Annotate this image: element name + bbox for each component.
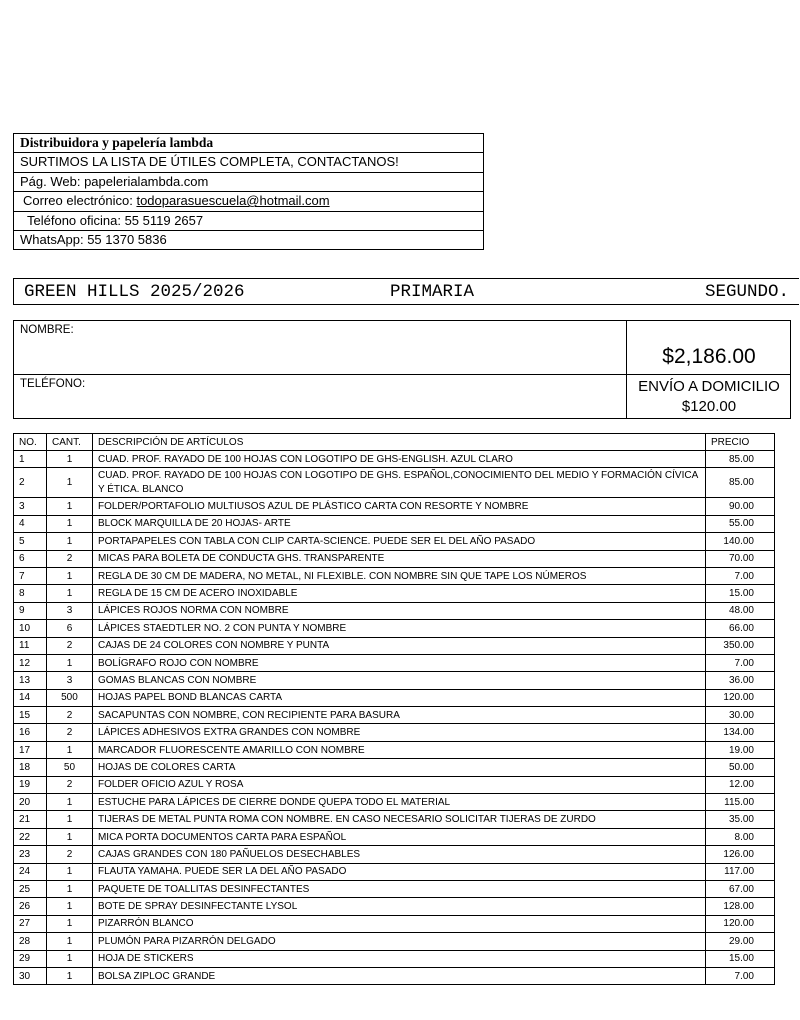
table-row	[14, 880, 775, 897]
cell-price: 85.00	[706, 468, 775, 498]
cell-no: 13	[14, 672, 47, 689]
cell-desc: LÁPICES ROJOS NORMA CON NOMBRE	[92, 602, 705, 619]
table-row	[14, 933, 775, 950]
cell-price: 67.00	[706, 880, 775, 897]
cell-qty: 1	[46, 585, 92, 602]
cell-no: 23	[14, 846, 47, 863]
cell-desc: LÁPICES STAEDTLER NO. 2 CON PUNTA Y NOMBRE	[92, 620, 705, 637]
cell-desc: HOJA DE STICKERS	[92, 950, 705, 967]
cell-no: 22	[14, 828, 47, 845]
cell-price: 140.00	[706, 533, 775, 550]
table-row	[14, 672, 775, 689]
cell-price: 115.00	[706, 794, 775, 811]
cell-qty: 1	[46, 567, 92, 584]
cell-desc: PLUMÓN PARA PIZARRÓN DELGADO	[92, 933, 705, 950]
company-email-row	[14, 192, 483, 211]
table-row	[14, 637, 775, 654]
cell-desc: REGLA DE 30 CM DE MADERA, NO METAL, NI FLEXIBLE. CON NOMBRE SIN QUE TAPE LOS NÚMEROS	[92, 567, 705, 584]
cell-no: 28	[14, 933, 47, 950]
cell-no: 7	[14, 567, 47, 584]
cell-qty: 6	[46, 620, 92, 637]
cell-desc: MICAS PARA BOLETA DE CONDUCTA GHS. TRANSPARENTE	[92, 550, 705, 567]
cell-desc: ESTUCHE PARA LÁPICES DE CIERRE DONDE QUEPA TODO EL MATERIAL	[92, 794, 705, 811]
cell-qty: 3	[46, 602, 92, 619]
cell-price: 35.00	[706, 811, 775, 828]
cell-qty: 1	[46, 654, 92, 671]
table-row	[14, 811, 775, 828]
cell-no: 27	[14, 915, 47, 932]
cell-desc: BOLÍGRAFO ROJO CON NOMBRE	[92, 654, 705, 671]
cell-price: 12.00	[706, 776, 775, 793]
items-body	[14, 451, 775, 985]
cell-desc: CUAD. PROF. RAYADO DE 100 HOJAS CON LOGOTIPO DE GHS. ESPAÑOL,CONOCIMIENTO DEL MEDIO Y FORMACIÓN CÍVICA Y ÉTICA. BLANCO	[92, 468, 705, 498]
phone-label: TELÉFONO:	[20, 378, 86, 390]
table-row	[14, 468, 775, 498]
cell-no: 18	[14, 759, 47, 776]
company-whatsapp: WhatsApp: 55 1370 5836	[20, 231, 167, 247]
cell-qty: 2	[46, 776, 92, 793]
cell-no: 3	[14, 498, 47, 515]
cell-price: 30.00	[706, 707, 775, 724]
cell-price: 36.00	[706, 672, 775, 689]
cell-qty: 1	[46, 828, 92, 845]
cell-price: 70.00	[706, 550, 775, 567]
cell-qty: 1	[46, 950, 92, 967]
cell-desc: HOJAS DE COLORES CARTA	[92, 759, 705, 776]
cell-price: 117.00	[706, 863, 775, 880]
cell-no: 9	[14, 602, 47, 619]
cell-price: 126.00	[706, 846, 775, 863]
cell-price: 128.00	[706, 898, 775, 915]
shipping-label: ENVÍO A DOMICILIO	[638, 378, 780, 395]
cell-price: 8.00	[706, 828, 775, 845]
cell-desc: FLAUTA YAMAHA. PUEDE SER LA DEL AÑO PASADO	[92, 863, 705, 880]
header-qty: CANT.	[46, 434, 92, 451]
cell-qty: 2	[46, 707, 92, 724]
cell-desc: BOTE DE SPRAY DESINFECTANTE LYSOL	[92, 898, 705, 915]
cell-no: 11	[14, 637, 47, 654]
company-name: Distribuidora y papelería lambda	[14, 134, 483, 153]
table-row	[14, 498, 775, 515]
table-row	[14, 915, 775, 932]
cell-price: 90.00	[706, 498, 775, 515]
cell-no: 8	[14, 585, 47, 602]
cell-no: 15	[14, 707, 47, 724]
cell-desc: CAJAS DE 24 COLORES CON NOMBRE Y PUNTA	[92, 637, 705, 654]
cell-no: 5	[14, 533, 47, 550]
school-header	[13, 278, 799, 305]
table-row	[14, 967, 775, 984]
table-row	[14, 828, 775, 845]
cell-no: 14	[14, 689, 47, 706]
cell-no: 6	[14, 550, 47, 567]
cell-no: 20	[14, 794, 47, 811]
cell-no: 4	[14, 515, 47, 532]
cell-desc: MICA PORTA DOCUMENTOS CARTA PARA ESPAÑOL	[92, 828, 705, 845]
cell-price: 55.00	[706, 515, 775, 532]
cell-qty: 1	[46, 915, 92, 932]
cell-qty: 50	[46, 759, 92, 776]
cell-price: 120.00	[706, 915, 775, 932]
cell-qty: 1	[46, 468, 92, 498]
school-grade: SEGUNDO.	[704, 282, 789, 302]
items-table	[13, 433, 775, 985]
cell-no: 1	[14, 451, 47, 468]
table-row	[14, 741, 775, 758]
cell-qty: 1	[46, 515, 92, 532]
table-row	[14, 567, 775, 584]
table-row	[14, 707, 775, 724]
email-label: Correo electrónico:	[23, 193, 137, 209]
cell-no: 26	[14, 898, 47, 915]
cell-no: 25	[14, 880, 47, 897]
cell-desc: TIJERAS DE METAL PUNTA ROMA CON NOMBRE. EN CASO NECESARIO SOLICITAR TIJERAS DE ZURDO	[92, 811, 705, 828]
table-row	[14, 451, 775, 468]
cell-price: 66.00	[706, 620, 775, 637]
cell-desc: CUAD. PROF. RAYADO DE 100 HOJAS CON LOGOTIPO DE GHS-ENGLISH. AZUL CLARO	[92, 451, 705, 468]
table-row	[14, 776, 775, 793]
table-header-row	[14, 434, 775, 451]
header-price: PRECIO	[706, 434, 775, 451]
table-row	[14, 950, 775, 967]
cell-price: 15.00	[706, 950, 775, 967]
cell-qty: 2	[46, 637, 92, 654]
cell-qty: 2	[46, 846, 92, 863]
cell-desc: GOMAS BLANCAS CON NOMBRE	[92, 672, 705, 689]
table-row	[14, 585, 775, 602]
cell-price: 48.00	[706, 602, 775, 619]
cell-no: 16	[14, 724, 47, 741]
cell-desc: PORTAPAPELES CON TABLA CON CLIP CARTA-SCIENCE. PUEDE SER EL DEL AÑO PASADO	[92, 533, 705, 550]
table-row	[14, 863, 775, 880]
cell-qty: 1	[46, 741, 92, 758]
cell-qty: 1	[46, 451, 92, 468]
customer-box	[13, 320, 791, 419]
cell-desc: MARCADOR FLUORESCENTE AMARILLO CON NOMBRE	[92, 741, 705, 758]
cell-qty: 1	[46, 863, 92, 880]
cell-desc: PAQUETE DE TOALLITAS DESINFECTANTES	[92, 880, 705, 897]
cell-price: 85.00	[706, 451, 775, 468]
cell-qty: 1	[46, 794, 92, 811]
order-total: $2,186.00	[662, 345, 756, 368]
cell-no: 17	[14, 741, 47, 758]
cell-no: 24	[14, 863, 47, 880]
cell-price: 120.00	[706, 689, 775, 706]
cell-qty: 3	[46, 672, 92, 689]
cell-qty: 500	[46, 689, 92, 706]
cell-price: 7.00	[706, 567, 775, 584]
cell-no: 2	[14, 468, 47, 498]
cell-qty: 1	[46, 933, 92, 950]
cell-qty: 1	[46, 898, 92, 915]
cell-no: 12	[14, 654, 47, 671]
table-row	[14, 846, 775, 863]
cell-no: 30	[14, 967, 47, 984]
cell-qty: 1	[46, 533, 92, 550]
school-level: PRIMARIA	[390, 282, 475, 302]
company-info-box	[13, 133, 484, 250]
cell-price: 50.00	[706, 759, 775, 776]
customer-divider-horizontal	[14, 374, 790, 375]
name-label: NOMBRE:	[20, 324, 74, 336]
cell-price: 15.00	[706, 585, 775, 602]
header-desc: DESCRIPCIÓN DE ARTÍCULOS	[92, 434, 705, 451]
cell-desc: HOJAS PAPEL BOND BLANCAS CARTA	[92, 689, 705, 706]
cell-no: 29	[14, 950, 47, 967]
cell-price: 350.00	[706, 637, 775, 654]
cell-price: 7.00	[706, 967, 775, 984]
cell-no: 19	[14, 776, 47, 793]
cell-desc: FOLDER OFICIO AZUL Y ROSA	[92, 776, 705, 793]
cell-qty: 1	[46, 880, 92, 897]
table-row	[14, 602, 775, 619]
table-row	[14, 759, 775, 776]
cell-qty: 1	[46, 967, 92, 984]
cell-desc: FOLDER/PORTAFOLIO MULTIUSOS AZUL DE PLÁSTICO CARTA CON RESORTE Y NOMBRE	[92, 498, 705, 515]
table-row	[14, 515, 775, 532]
cell-desc: LÁPICES ADHESIVOS EXTRA GRANDES CON NOMBRE	[92, 724, 705, 741]
table-row	[14, 794, 775, 811]
header-no: NO.	[14, 434, 47, 451]
cell-desc: PIZARRÓN BLANCO	[92, 915, 705, 932]
cell-desc: SACAPUNTAS CON NOMBRE, CON RECIPIENTE PARA BASURA	[92, 707, 705, 724]
cell-desc: BLOCK MARQUILLA DE 20 HOJAS- ARTE	[92, 515, 705, 532]
cell-price: 7.00	[706, 654, 775, 671]
cell-qty: 1	[46, 498, 92, 515]
cell-qty: 1	[46, 811, 92, 828]
cell-qty: 2	[46, 724, 92, 741]
table-row	[14, 654, 775, 671]
email-link[interactable]: todoparasuescuela@hotmail.com	[136, 193, 330, 209]
shipping-cost: $120.00	[681, 398, 737, 415]
cell-price: 29.00	[706, 933, 775, 950]
cell-desc: REGLA DE 15 CM DE ACERO INOXIDABLE	[92, 585, 705, 602]
table-row	[14, 533, 775, 550]
table-row	[14, 689, 775, 706]
company-web: Pág. Web: papelerialambda.com	[14, 173, 483, 192]
cell-price: 19.00	[706, 741, 775, 758]
table-row	[14, 550, 775, 567]
cell-price: 134.00	[706, 724, 775, 741]
school-name: GREEN HILLS 2025/2026	[24, 282, 245, 302]
company-phone: Teléfono oficina: 55 5119 2657	[14, 212, 483, 231]
table-row	[14, 724, 775, 741]
cell-desc: BOLSA ZIPLOC GRANDE	[92, 967, 705, 984]
cell-no: 10	[14, 620, 47, 637]
shipping-info	[627, 377, 791, 417]
table-row	[14, 898, 775, 915]
company-tagline: SURTIMOS LA LISTA DE ÚTILES COMPLETA, CONTACTANOS!	[14, 153, 483, 172]
cell-desc: CAJAS GRANDES CON 180 PAÑUELOS DESECHABLES	[92, 846, 705, 863]
cell-no: 21	[14, 811, 47, 828]
cell-qty: 2	[46, 550, 92, 567]
table-row	[14, 620, 775, 637]
